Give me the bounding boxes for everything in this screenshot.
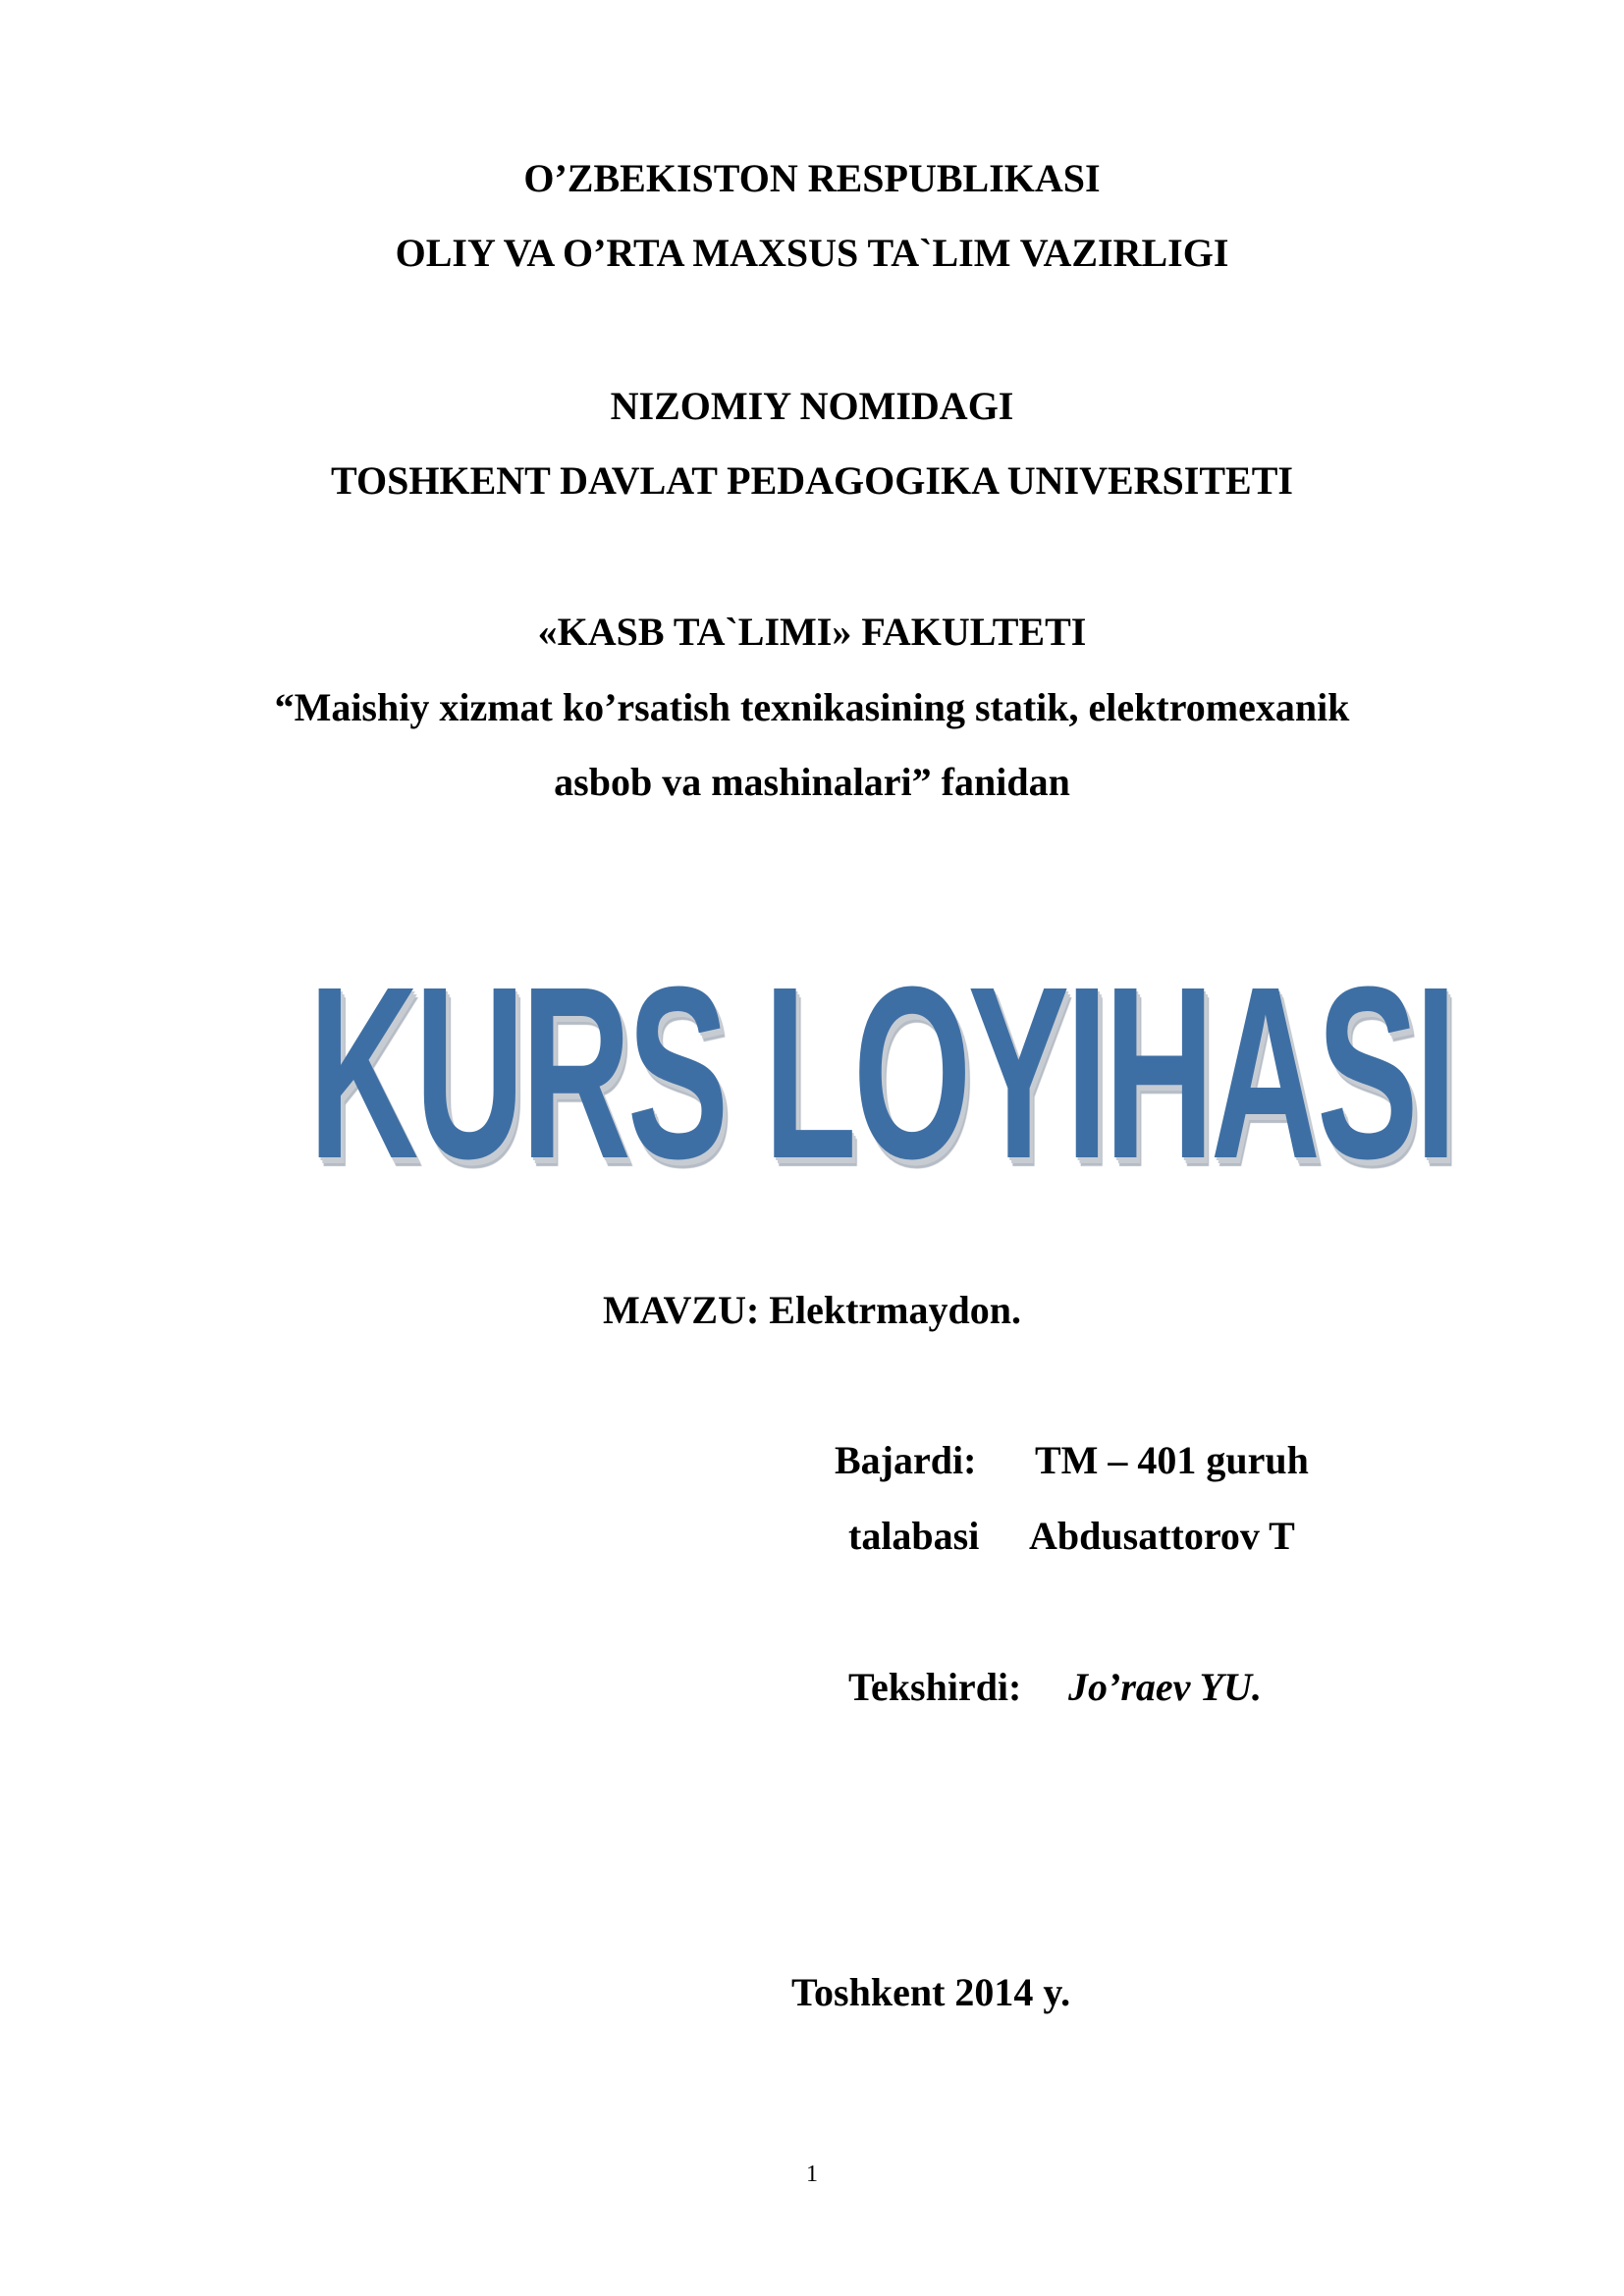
subject-line-2: asbob va mashinalari” fanidan xyxy=(554,760,1070,804)
faculty-name: «KASB TA`LIMI» FAKULTETI xyxy=(537,610,1087,654)
checker-name: Jo’raev YU. xyxy=(1068,1665,1262,1709)
university-line-2: TOSHKENT DAVLAT PEDAGOGIKA UNIVERSITETI xyxy=(331,458,1293,503)
ministry-line-2: OLIY VA O’RTA MAXSUS TA`LIM VAZIRLIGI xyxy=(395,231,1229,275)
university-line-1: NIZOMIY NOMIDAGI xyxy=(610,384,1014,428)
student-name: Abdusattorov T xyxy=(1029,1514,1295,1558)
page-number: 1 xyxy=(806,2162,818,2187)
topic: MAVZU: Elektrmaydon. xyxy=(603,1288,1021,1332)
checked-label: Tekshirdi: xyxy=(848,1665,1022,1709)
ministry-line-1: O’ZBEKISTON RESPUBLIKASI xyxy=(523,156,1101,200)
group-value: TM – 401 guruh xyxy=(1035,1438,1309,1482)
subject-line-1: “Maishiy xizmat ko’rsatish texnikasining statik, elektromexanik xyxy=(274,685,1350,729)
place-and-year: Toshkent 2014 y. xyxy=(791,1970,1071,2014)
performed-label: Bajardi: xyxy=(835,1438,977,1482)
student-label: talabasi xyxy=(848,1514,980,1558)
document-title: KURS LOYIHASI xyxy=(308,935,1454,1209)
